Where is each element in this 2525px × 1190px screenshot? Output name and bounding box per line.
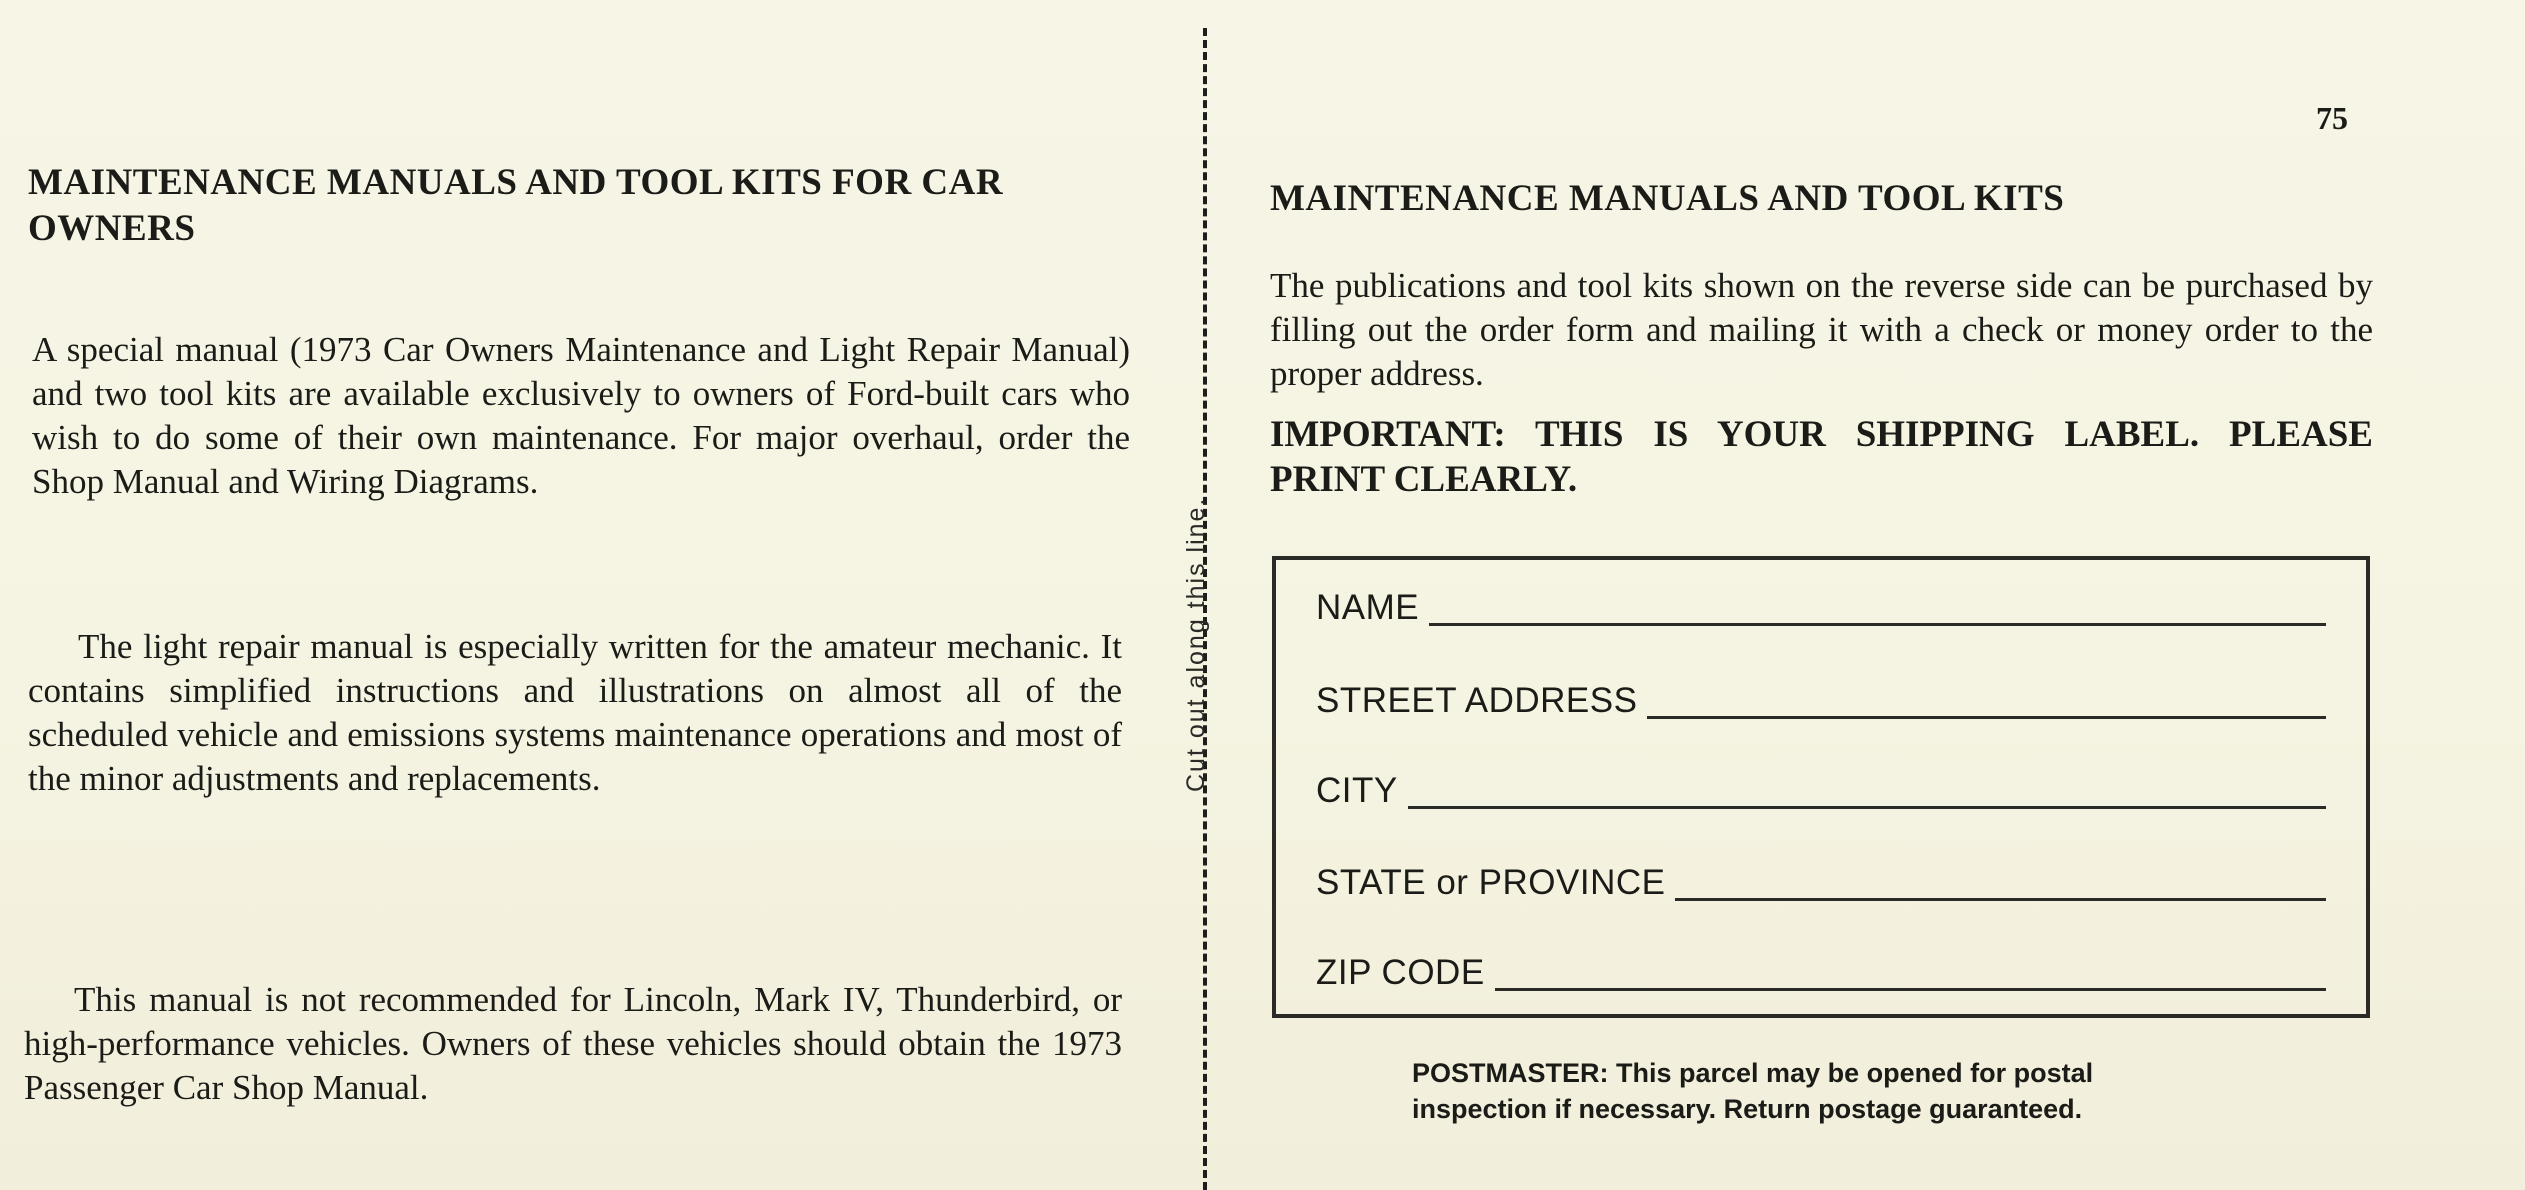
name-field[interactable]: [1316, 582, 2326, 628]
name-field-line[interactable]: [1429, 623, 2326, 626]
city-field-label: CITY: [1316, 771, 1398, 810]
zip-code-field[interactable]: [1316, 947, 2326, 993]
name-field-label: NAME: [1316, 588, 1420, 627]
state-province-field-line[interactable]: [1675, 898, 2326, 901]
left-heading-line1: MAINTENANCE MANUALS AND TOOL KITS FOR CAR: [28, 162, 1004, 203]
state-province-field[interactable]: [1316, 857, 2326, 903]
zip-code-field-line[interactable]: [1495, 988, 2326, 991]
postmaster-notice: [1412, 1055, 2232, 1127]
right-intro: The publications and tool kits shown on the reverse side can be purchased by filling out the order form and mailing it with a check or money order to the proper address.: [1270, 266, 2373, 393]
left-paragraph-1: A special manual (1973 Car Owners Maintenance and Light Repair Manual) and two tool kits are available exclusively to owners of Ford-built cars who wish to do some of their own maintenance. For major overhaul, order the Shop Manual and Wiring Diagrams.: [32, 330, 1130, 501]
important-notice: IMPORTANT: THIS IS YOUR SHIPPING LABEL. PLEASE PRINT CLEARLY.: [1270, 414, 2373, 500]
cut-instruction: Cut out along this line.: [1182, 496, 1210, 792]
city-field[interactable]: [1316, 765, 2326, 811]
city-field-line[interactable]: [1408, 806, 2326, 809]
postmaster-line1: POSTMASTER: This parcel may be opened for postal: [1412, 1058, 2094, 1088]
left-heading: [28, 160, 1128, 252]
left-paragraph-2: The light repair manual is especially written for the amateur mechanic. It contains simplified instructions and illustrations on almost all of the scheduled vehicle and emissions systems maintenance operations and most of the minor adjustments and replacements.: [28, 627, 1122, 798]
postmaster-line2: inspection if necessary. Return postage guaranteed.: [1412, 1094, 2083, 1124]
zip-code-field-label: ZIP CODE: [1316, 953, 1485, 992]
right-heading: MAINTENANCE MANUALS AND TOOL KITS: [1270, 178, 2065, 219]
street-address-field-line[interactable]: [1647, 716, 2326, 719]
street-address-field-label: STREET ADDRESS: [1316, 681, 1638, 720]
left-heading-line2: OWNERS: [28, 208, 196, 249]
shipping-label-form: [1272, 556, 2370, 1018]
street-address-field[interactable]: [1316, 675, 2326, 721]
page-number: 75: [2316, 100, 2348, 136]
left-paragraph-3: This manual is not recommended for Lincoln, Mark IV, Thunderbird, or high-performance vehicles. Owners of these vehicles should obtain the 1973 Passenger Car Shop Manual.: [24, 980, 1122, 1107]
state-province-field-label: STATE or PROVINCE: [1316, 863, 1666, 902]
